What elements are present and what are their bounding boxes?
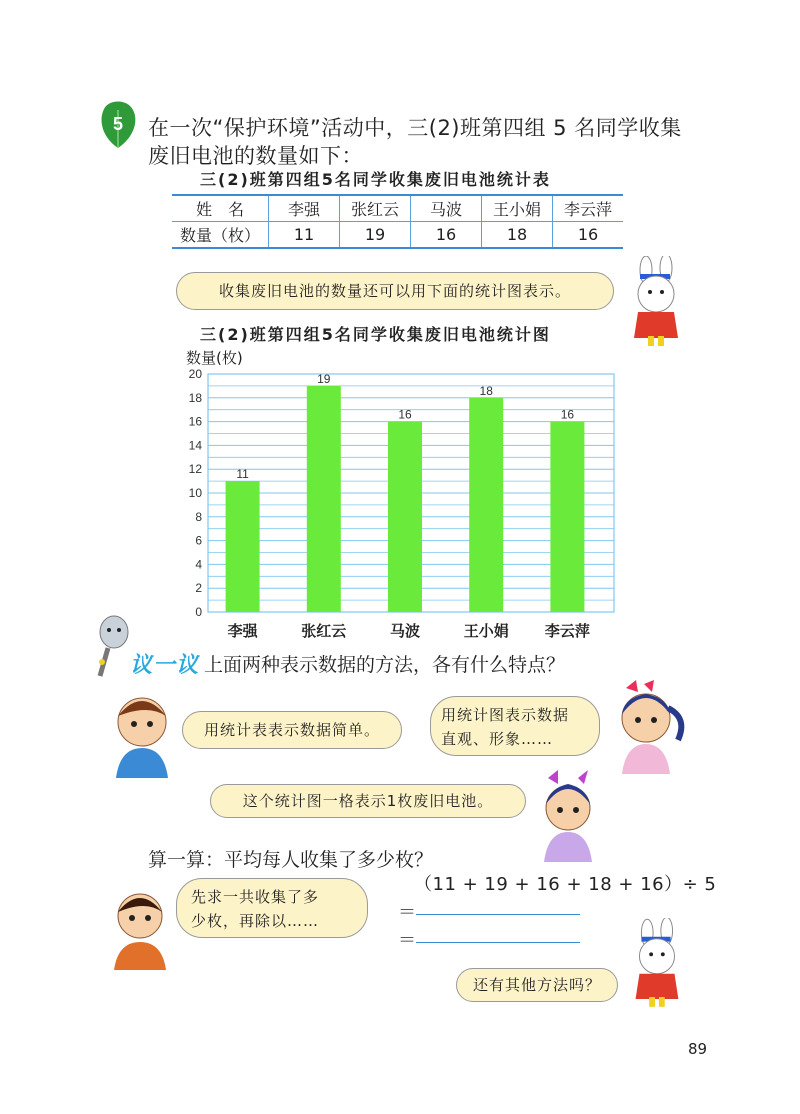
y-tick-label: 10: [188, 486, 202, 500]
x-category-label: 王小娟: [463, 622, 509, 640]
calc-title: 算一算：平均每人收集了多少枚？: [148, 849, 434, 871]
bar: [307, 386, 341, 612]
girl-illustration-2: [528, 770, 608, 862]
stats-table: [172, 194, 623, 249]
problem-number: 5: [112, 114, 124, 134]
boy-speech-bubble: 用统计表表示数据简单。: [182, 711, 402, 749]
boy2-bubble-line1: 先求一共收集了多: [191, 888, 320, 906]
girl2-speech-bubble: 这个统计图一格表示1枚废旧电池。: [210, 784, 526, 818]
bar-chart: [160, 360, 630, 642]
bar: [388, 422, 422, 612]
girl-illustration: [606, 678, 690, 774]
table-data-row: [172, 222, 623, 249]
girl-speech-bubble: [430, 696, 600, 756]
discuss-title: 议一议: [130, 653, 200, 678]
bar-value-label: 16: [560, 407, 575, 422]
table-count-cell: 11: [269, 222, 340, 249]
table-name-cell: 李云萍: [553, 195, 624, 222]
bar: [226, 481, 260, 612]
boy-illustration-2: [106, 884, 174, 970]
bar-value-label: 18: [479, 383, 493, 398]
bar-value-label: 19: [317, 371, 331, 386]
problem-text-line2: 废旧电池的数量如下：: [148, 144, 363, 168]
y-tick-label: 2: [195, 581, 202, 596]
girl-bubble-line1: 用统计图表示数据: [441, 706, 570, 724]
table-count-cell: 16: [411, 222, 482, 249]
table-count-cell: 18: [482, 222, 553, 249]
x-category-label: 张红云: [301, 622, 347, 640]
y-tick-label: 0: [195, 605, 202, 619]
table-name-cell: 李强: [269, 195, 340, 222]
rabbit-speech-bubble: 还有其他方法吗？: [456, 968, 618, 1002]
discuss-question: 上面两种表示数据的方法，各有什么特点？: [204, 654, 566, 676]
equals-sign-1: ＝: [398, 902, 416, 923]
x-category-label: 马波: [389, 622, 421, 640]
y-tick-label: 8: [195, 509, 202, 524]
problem-text-line1: 在一次“保护环境”活动中，三(2)班第四组 5 名同学收集: [148, 116, 682, 140]
bar: [469, 398, 503, 612]
boy2-bubble-line2: 少枚，再除以……: [191, 912, 320, 930]
bar-value-label: 16: [398, 407, 412, 422]
table-header-row: [172, 195, 623, 222]
table-name-cell: 张红云: [340, 195, 411, 222]
table-name-cell: 王小娟: [482, 195, 553, 222]
rabbit-teacher-illustration-2: [620, 918, 692, 1010]
chart-title: 三(2)班第四组5名同学收集废旧电池统计图: [200, 325, 551, 344]
chart-y-axis-label: 数量(枚): [186, 349, 243, 367]
bar: [550, 422, 584, 612]
page-number: 89: [688, 1040, 708, 1058]
microphone-icon: [92, 612, 132, 680]
bar-value-label: 11: [236, 467, 249, 482]
rabbit-teacher-illustration: [618, 256, 692, 348]
y-tick-label: 14: [188, 438, 202, 453]
chart-intro-bubble: 收集废旧电池的数量还可以用下面的统计图表示。: [176, 272, 614, 310]
y-tick-label: 20: [188, 367, 202, 381]
x-category-label: 李强: [227, 622, 258, 640]
y-tick-label: 16: [188, 414, 202, 429]
girl-bubble-line2: 直观、形象……: [441, 730, 554, 748]
y-tick-label: 12: [188, 462, 202, 477]
y-tick-label: 18: [188, 390, 202, 405]
table-header-label: 姓 名: [172, 195, 269, 222]
x-category-label: 李云萍: [544, 622, 590, 640]
table-count-cell: 16: [553, 222, 624, 249]
table-title: 三(2)班第四组5名同学收集废旧电池统计表: [200, 170, 551, 189]
table-count-cell: 19: [340, 222, 411, 249]
boy2-speech-bubble: [176, 878, 368, 938]
answer-blank-2[interactable]: [416, 942, 580, 943]
boy-illustration: [108, 686, 176, 778]
answer-blank-1[interactable]: [416, 914, 580, 915]
table-name-cell: 马波: [411, 195, 482, 222]
y-tick-label: 6: [195, 533, 202, 548]
table-row-label: 数量（枚）: [172, 222, 269, 249]
y-tick-label: 4: [195, 557, 202, 572]
average-expression: （11 + 19 + 16 + 18 + 16）÷ 5: [414, 874, 717, 895]
problem-number-leaf-icon: [96, 98, 140, 150]
equals-sign-2: ＝: [398, 930, 416, 951]
